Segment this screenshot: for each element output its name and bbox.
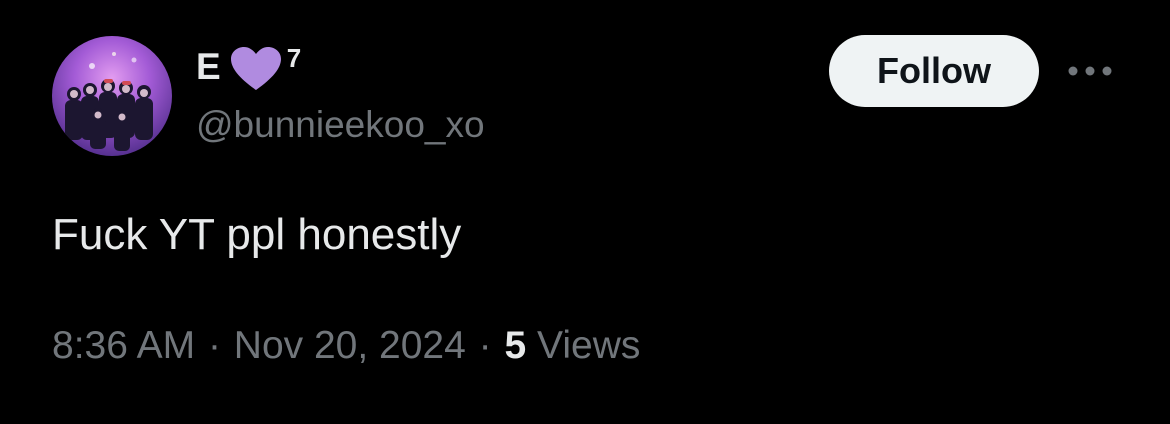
- user-handle[interactable]: @bunnieekoo_xo: [196, 104, 485, 145]
- meta-separator: ·: [478, 324, 492, 367]
- more-options-icon[interactable]: [1064, 56, 1116, 86]
- follow-button[interactable]: Follow: [829, 35, 1039, 107]
- tweet-text: Fuck YT ppl honestly: [52, 210, 462, 259]
- views-count[interactable]: 5: [504, 324, 527, 367]
- tweet-time[interactable]: 8:36 AM: [52, 324, 196, 367]
- display-name[interactable]: E: [196, 46, 221, 87]
- tweet-date[interactable]: Nov 20, 2024: [233, 324, 466, 367]
- avatar-image: [52, 36, 172, 156]
- views-label: Views: [537, 324, 641, 367]
- purple-heart-icon: [229, 46, 283, 92]
- avatar[interactable]: [52, 36, 172, 156]
- name-suffix: 7: [286, 43, 302, 73]
- display-name-row[interactable]: [196, 42, 301, 92]
- meta-separator: ·: [207, 324, 221, 367]
- tweet-meta: [52, 320, 640, 372]
